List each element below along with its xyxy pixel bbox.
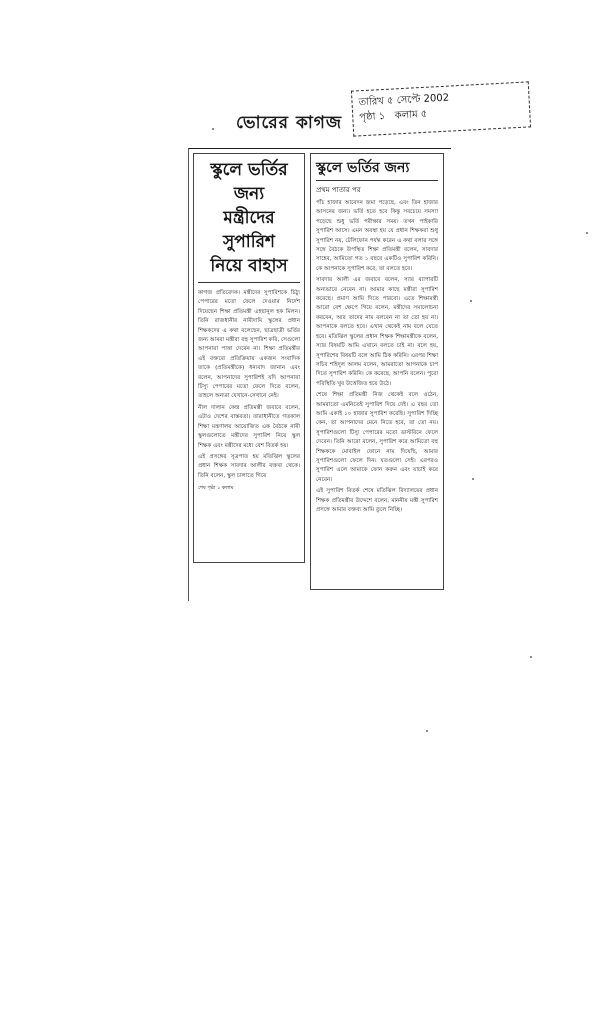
paragraph: এই প্রসঙ্গের সূত্রপাত হয় মতিঝিল স্কুলের প্রধান শিক্ষক সাবদার আলীর বক্তব্য থেকে। তিনি বলেন, স্কুল চালাতে গিয়ে [198, 453, 300, 479]
paragraph: সাবদার আলী এর জবাবে বলেন, স্যার ব্যাপারটি অন্যভাবে নেবেন না। আমার কাছে মন্ত্রীরা সুপারিশ করেছে। প্রমাণ আমি দিতে পারবো। এতে শিক্ষামন্ত্রী আরো বেশ ক্ষেপে গিয়ে বলেন, মন্ত্রীদের সমালোচনা করবেন, আর তাদের নাম বলবেন না তা তো হয় না। আপনাকে বলতে হবে। এখান থেকেই নাম বলে যেতে হবে। মতিঝিল স্কুলের প্রধান শিক্ষক শিক্ষামন্ত্রীকে বলেন, স্যার বিষয়টি আমি এখানে বলতে চাই না। বলে হয়, সুপারিশের বিষয়টি বলে আমি ঠিক করিনি। এরপর শিক্ষা সচিব শহিদুল আলম বলেন, আমরাতো আপনাকে চাপ দিতে সুপারিশ করিনি। কে করেছে, আপনি বলেন। পুরো পরিস্থিতি খুব উত্তেজিত হয়ে উঠে। [316, 277, 438, 387]
paragraph: কাগজ প্রতিবেদক। মন্ত্রীদের সুপারিশকে চিঠ্যু পেপারের মতো ফেলে দেওয়ার নির্দেশ দিয়েছেন শিক্ষা প্রতিমন্ত্রী এহছানুল হক মিলন। তিনি রাজধানীর নামীদামি স্কুলের প্রধান শিক্ষকদের এ কথা বলেছেন, ছাত্রছাত্রী ভর্তির জন্য আমরা মন্ত্রীরা বহু সুপারিশ করি, সেগুলো আপনারা পাত্তা দেবেন না। শিক্ষা প্রতিমন্ত্রীর এই বক্তব্যে প্রতিক্রিয়ায় একজন সংবাদিক তাকে (প্রতিমন্ত্রীকে) ধন্যবাদ জানান এবং বলেন, আপনাদের সুপারিশই যদি আপনারা টিস্যু পেপারের মতো ফেলে দিতে বলেন, তাহলে অন্যরা যেখানে-সেখানে নেই। [198, 290, 300, 400]
stamp-column-label: কলাম [394, 109, 418, 122]
stamp-page-value: ১ [378, 110, 386, 123]
article-right-column [310, 153, 444, 590]
paragraph: এই সুপারিশ বিতর্ক শেষে মতিঝিল বিদ্যালয়ের প্রধান শিক্ষক প্রতিমন্ত্রীর উদ্দেশে বলেন, মাননীয় মন্ত্রী সুপারিশ প্রসঙ্গে আমার বক্তব্য আমি তুলে নিচ্ছি। [316, 488, 438, 513]
stamp-column-value: ৫ [420, 108, 428, 121]
date-stamp [351, 81, 531, 136]
headline-line-3: নিয়ে বাহাস [210, 256, 288, 276]
stamp-date-label: তারিখ [358, 95, 385, 109]
paragraph: নীল দালান কেন্দ্র প্রতিমন্ত্রী জবাবে বলেন, এটাও দেশের বাস্তবতা। তারাধানীতে গতকাল শিক্ষা মন্ত্রণালয় আয়োজিত এক বৈঠকে নামী স্কুলগুলোতে মন্ত্রীদের সুপারিশ নিয়ে স্কুল শিক্ষক এবং মন্ত্রীদের মধ্যে বেশ বিতর্ক হয়। [198, 404, 300, 449]
headline-line-2: মন্ত্রীদের সুপারিশ [223, 208, 275, 252]
stamp-page-label: পৃষ্ঠা [359, 111, 376, 124]
paragraph: শেষে শিক্ষা প্রতিমন্ত্রী নিজ থেকেই বলে ওঠেন, আমরাতো এমনিতেই সুপারিশ দিয়ে দেই। এ বছর তো আমি একাই ১০ হাজার সুপারিশ করেছি। সুপারিশ দিচ্ছি কেন, তা আপনাদের মেনে নিতে হবে, তা তো নয়। সুপারিশগুলো টিস্যু পেপারের মতো ডাস্টবিনে ফেলে দেবেন। তিনি আরো বলেন, সুপারিশ করে আমিতো বহু শিক্ষককে মোবাইল ফোনে নাম দিয়েছি, আমার সুপারিশগুলো ফেলে দিন। যতগুলো সেই। এরপরও সুপারিশ এলে আমাকে ফোন করুন এবং যাচাই করে নেবেন। [316, 392, 438, 483]
continued-note: শেষ পৃষ্ঠা ১ কলাম [198, 485, 234, 492]
article-body-right [316, 199, 438, 515]
article-headline [198, 158, 300, 283]
scan-speck [212, 128, 214, 130]
scan-speck [586, 232, 588, 234]
stamp-date-value: ৫ সেপ্টে 2002 [386, 92, 450, 107]
newspaper-masthead: ভোরের কাগজ [236, 113, 343, 133]
headline-line-1: স্কুলে ভর্তির জন্য [210, 160, 288, 204]
scan-speck [470, 300, 472, 302]
scan-speck [530, 656, 532, 658]
continued-from-label: প্রথম পাতার পর [316, 186, 361, 194]
scan-speck [472, 478, 474, 480]
paragraph: পাঁচ হাজার আবেদন জমা পড়েছে, এবং তিন হাজার আসনের জন্য। ভর্তি হতে হবে কিন্তু সবচেয়ে সমস্যা পড়েছে শুধু ভর্তি পরীক্ষার সময়। তখন পাইকারি সুপারিশ আসে। এমন অবস্থা হয় যে প্রধান শিক্ষকরা শুধু সুপারিশ নয়, টেলিফোন পর্যন্ত করেন এ কথা বলার সঙ্গে সঙ্গে বৈঠকে উপস্থিত শিক্ষা প্রতিমন্ত্রী বলেন, সাবদার সাহেব, আমিতো গত ১ বছরে একটিও সুপারিশ করিনি। কে আপনাকে সুপারিশ করে, তা বলতে হবে। [316, 200, 438, 272]
article-body-left [198, 289, 300, 481]
continuation-headline: স্কুলে ভর্তির জন্য [316, 158, 438, 181]
article-left-column [193, 153, 305, 563]
scan-speck [426, 730, 428, 732]
